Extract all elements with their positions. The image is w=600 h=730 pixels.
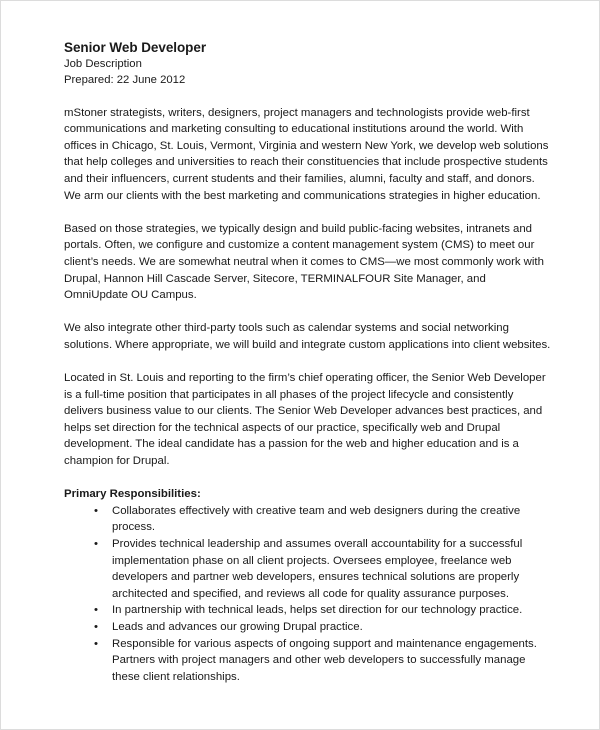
bullet-icon: •	[94, 621, 98, 633]
list-item-text: Collaborates effectively with creative team and web designers during the creative process.	[112, 504, 521, 534]
list-item	[64, 536, 551, 602]
section-heading-primary-responsibilities: Primary Responsibilities:	[64, 488, 201, 501]
document-body	[64, 39, 551, 685]
list-item-text: In partnership with technical leads, helps set direction for our technology practice.	[112, 604, 523, 617]
spacer	[64, 470, 551, 487]
spacer	[64, 304, 551, 321]
page-title: Senior Web Developer	[64, 40, 207, 55]
paragraph-services: Based on those strategies, we typically design and build public-facing websites, intranets and portals. Often, we configure and customize a content management system (CMS) to meet our client’s needs. We are somewhat neutral when it comes to CMS—we most commonly work with Drupal, Hannon Hill Cascade Server, Sitecore, TERMINALFOUR Site Manager, and OmniUpdate OU Campus.	[64, 222, 544, 302]
list-item	[64, 602, 551, 619]
list-item	[64, 619, 551, 636]
spacer	[64, 354, 551, 371]
paragraph-company-overview: mStoner strategists, writers, designers, project managers and technologists provide web-first communications and marketing consulting to educational institutions around the world. With offices in Chicago, St. Louis, Vermont, Virginia and western New York, we develop web solutions that help colleges and universities to reach their constituencies that include prospective students and their influencers, current students and their families, alumni, faculty and staff, and donors. We arm our clients with the best marketing and communications strategies in higher education.	[64, 106, 549, 202]
paragraph-role-summary: Located in St. Louis and reporting to the firm’s chief operating officer, the Senior Web Developer is a full-time position that participates in all phases of the project lifecycle and consistently delivers business value to our clients. The Senior Web Developer advances best practices, and helps set direction for the technical aspects of our practice, specifically web and Drupal development. The ideal candidate has a passion for the web and higher education and is a champion for Drupal.	[64, 372, 546, 468]
bullet-icon: •	[94, 538, 98, 551]
list-item-text: Provides technical leadership and assumes overall accountability for a successful implementation phase on all client projects. Oversees employee, freelance web developers and partner web developers, ensures technical solutions are properly architected and specified, and reviews all code for quality assurance purposes.	[112, 538, 523, 600]
bullet-icon: •	[94, 604, 98, 617]
paragraph-integrations: We also integrate other third-party tools such as calendar systems and social networking solutions. Where appropriate, we will build and integrate custom applications into client websites.	[64, 322, 551, 351]
bullet-icon: •	[94, 637, 98, 650]
list-item	[64, 636, 551, 686]
document-subtitle: Job Description	[64, 58, 142, 70]
bullet-icon: •	[94, 504, 98, 517]
list-item	[64, 503, 551, 536]
prepared-date: Prepared: 22 June 2012	[64, 73, 186, 86]
list-item-text: Responsible for various aspects of ongoing support and maintenance engagements. Partners with project managers and other web developers to successfully manage these client relationships.	[112, 637, 537, 683]
responsibilities-list	[64, 503, 551, 686]
list-item-text: Leads and advances our growing Drupal practice.	[112, 621, 363, 633]
spacer	[64, 88, 551, 105]
spacer	[64, 204, 551, 221]
